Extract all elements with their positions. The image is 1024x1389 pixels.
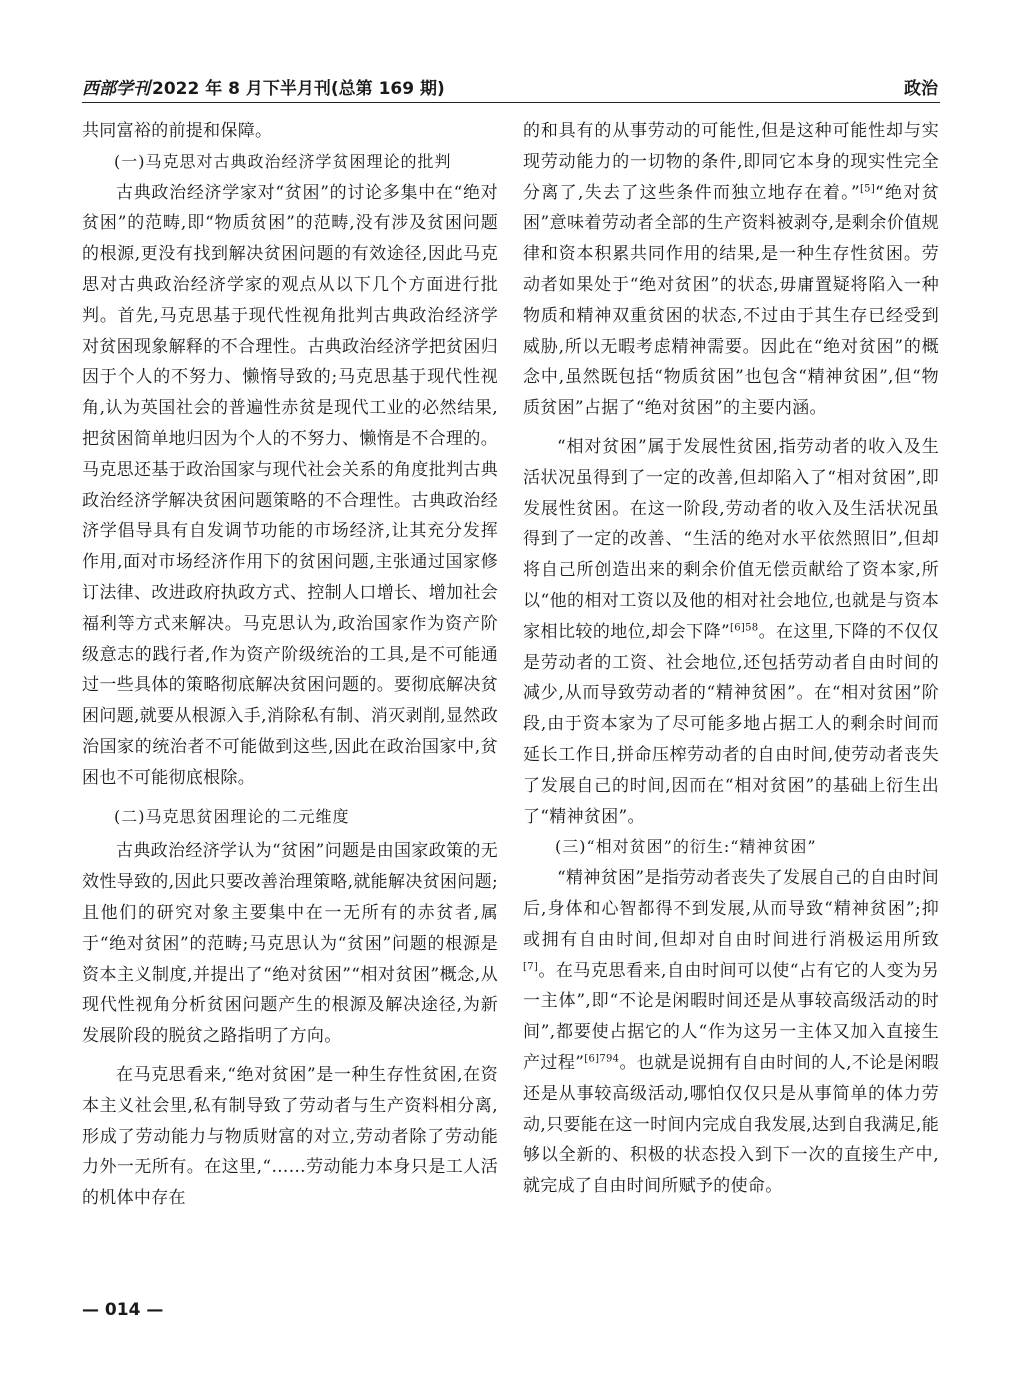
text-run: 。也就是说拥有自由时间的人,不论是闲暇还是从事较高级活动,哪怕仅仅只是从事简单的体力劳动,只要能在这一时间内完成自我发展,达到自我满足,能够以全新的、积极的状态投入到下一次的直接生产中,就完成了自由时间所赋予的使命。 bbox=[523, 1052, 939, 1197]
paragraph bbox=[523, 432, 939, 832]
journal-issue-line bbox=[82, 74, 445, 99]
paragraph: 古典政治经济学家对“贫困”的讨论多集中在“绝对贫困”的范畴,即“物质贫困”的范畴,没有涉及贫困问题的根源,更没有找到解决贫困问题的有效途径,因此马克思对古典政治经济学家的观点从以下几个方面进行批判。首先,马克思基于现代性视角批判古典政治经济学对贫困现象解释的不合理性。古典政治经济学把贫困归因于个人的不努力、懒惰导致的;马克思基于现代性视角,认为英国社会的普遍性赤贫是现代工业的必然结果,把贫困简单地归因为个人的不努力、懒惰是不合理的。马克思还基于政治国家与现代社会关系的角度批判古典政治经济学解决贫困问题策略的不合理性。古典政治经济学倡导具有自发调节功能的市场经济,让其充分发挥作用,面对市场经济作用下的贫困问题,主张通过国家修订法律、改进政府执政方式、控制人口增长、增加社会福利等方式来解决。马克思认为,政治国家作为资产阶级意志的践行者,作为资产阶级统治的工具,是不可能通过一些具体的策略彻底解决贫困问题的。要彻底解决贫困问题,就要从根源入手,消除私有制、消灭剥削,显然政治国家的统治者不可能做到这些,因此在政治国家中,贫困也不可能彻底根除。 bbox=[82, 182, 498, 788]
journal-logo: 西部学刊 bbox=[82, 79, 150, 99]
left-column bbox=[82, 116, 498, 1214]
section-heading-2: (二)马克思贫困理论的二元维度 bbox=[114, 806, 350, 826]
citation: [6]794 bbox=[584, 1053, 620, 1065]
paragraph: 古典政治经济学认为“贫困”问题是由国家政策的无效性导致的,因此只要改善治理策略,就能解决贫困问题;且他们的研究对象主要集中在一无所有的赤贫者,属于“绝对贫困”的范畴;马克思认为“贫困”问题的根源是资本主义制度,并提出了“绝对贫困”“相对贫困”概念,从现代性视角分析贫困问题产生的根源及解决途径,为新发展阶段的脱贫之路指明了方向。 bbox=[82, 841, 498, 1047]
text-run: 。在马克思看来,自由时间可以使“占有它的人变为另一主体”,即“不论是闲暇时间还是从事较高级活动的时间”,都要使占据它的人“作为这另一主体又加入直接生产过程” bbox=[523, 960, 939, 1073]
paragraph bbox=[523, 116, 939, 424]
citation: [7] bbox=[523, 960, 539, 972]
text-run: 。在这里,下降的不仅仅是劳动者的工资、社会地位,还包括劳动者自由时间的减少,从而导致劳动者的“精神贫困”。在“相对贫困”阶段,由于资本家为了尽可能多地占据工人的剩余时间而延长工作日,拼命压榨劳动者的自由时间,使劳动者丧失了发展自己的时间,因而在“相对贫困”的基础上衍生出了“精神贫困”。 bbox=[523, 621, 939, 827]
text-run: “相对贫困”属于发展性贫困,指劳动者的收入及生活状况虽得到了一定的改善,但却陷入了“相对贫困”,即发展性贫困。在这一阶段,劳动者的收入及生活状况虽得到了一定的改善、“生活的绝对水平依然照旧”,但却将自己所创造出来的剩余价值无偿贡献给了资本家,所以“他的相对工资以及他的相对社会地位,也就是与资本家相比较的地位,却会下降” bbox=[523, 436, 939, 642]
section-heading-3: (三)“相对贫困”的衍生:“精神贫困” bbox=[555, 837, 817, 857]
citation: [6]58 bbox=[730, 622, 759, 634]
issue-info: 2022 年 8 月下半月刊(总第 169 期) bbox=[152, 79, 445, 99]
text-run: 的和具有的从事劳动的可能性,但是这种可能性却与实现劳动能力的一切物的条件,即同它本身的现实性完全分离了,失去了这些条件而独立地存在着。” bbox=[523, 121, 939, 203]
running-header bbox=[82, 72, 940, 103]
page-number: — 014 — bbox=[82, 1300, 164, 1320]
paragraph bbox=[523, 863, 939, 1202]
paragraph: 共同富裕的前提和保障。 bbox=[82, 121, 273, 141]
paragraph: 在马克思看来,“绝对贫困”是一种生存性贫困,在资本主义社会里,私有制导致了劳动者与生产资料相分离,形成了劳动能力与物质财富的对立,劳动者除了劳动能力外一无所有。在这里,“……劳动能力本身只是工人活的机体中存在 bbox=[82, 1064, 498, 1209]
citation: [5] bbox=[859, 182, 876, 194]
right-column bbox=[523, 116, 939, 1202]
section-heading-1: (一)马克思对古典政治经济学贫困理论的批判 bbox=[114, 151, 452, 171]
section-label: 政治 bbox=[904, 79, 938, 99]
text-run: “精神贫困”是指劳动者丧失了发展自己的自由时间后,身体和心智都得不到发展,从而导致“精神贫困”;抑或拥有自由时间,但却对自由时间进行消极运用所致 bbox=[523, 868, 939, 950]
text-run: “绝对贫困”意味着劳动者全部的生产资料被剥夺,是剩余价值规律和资本积累共同作用的结果,是一种生存性贫困。劳动者如果处于“绝对贫困”的状态,毋庸置疑将陷入一种物质和精神双重贫困的状态,不过由于其生存已经受到威胁,所以无暇考虑精神需要。因此在“绝对贫困”的概念中,虽然既包括“物质贫困”也包含“精神贫困”,但“物质贫困”占据了“绝对贫困”的主要内涵。 bbox=[523, 182, 939, 419]
